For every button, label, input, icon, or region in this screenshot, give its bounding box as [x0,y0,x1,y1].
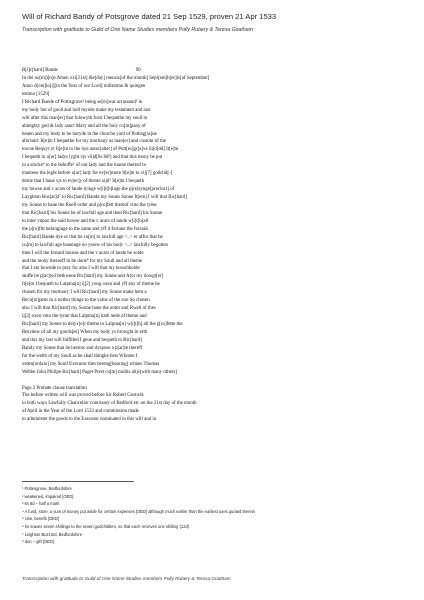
transcription-line: derne that I haue vjs to ev[er]y of theme xijd⁶ It[e]m I bequeth [22,179,145,185]
transcription-line: I bequeth to o[ur] ladys lyght vjs viijd[6s 8d³] and that this mony be put [22,155,163,161]
transcription-line: in both ways Lawfully Chancellor comissary of Bedford etc on the 21st day of the month [22,401,197,407]
transcription-line: aforsaid: It[e]m I bequethe for my mortuary as man[er] and custom of the [22,139,166,145]
transcription-body [22,67,282,424]
footnote: ⁵ Use, benefit [OED] [22,516,59,522]
transcription-line: Recu[m]pens in a nother thinge to the value of the oxe So chosen [22,298,150,304]
transcription-line: The before written will was proved before Sir Robert Gostwik [22,393,144,399]
footnote: ⁷ Leighton Buzzard, Bedfordshire [22,531,82,537]
transcription-line: in a stocke⁴ to the behoffe⁵ of our lady and the masse thereof to [22,163,147,169]
header-line [22,67,282,75]
document-subtitle: Transcription with gratitude to Guild of One Name Studies members Polly Rubery & Teresa Goatham [22,27,253,33]
footnote: ¹ Pottesgrove, Bedfordshire [22,486,72,491]
footnote: ² weakened, impaired [OED] [22,493,74,499]
transcription-line: ij[2] oxen vnto the tyme that Lalpma[n] hath nede of theme and [22,314,147,320]
transcription-line: Page 2 Probate clause translation [22,385,87,391]
transcription-line: Anno d[om]in[i][in the Year of our Lord] millesimo & quingen [22,83,146,89]
transcription-line: of April in the Year of the Lord 1533 and commission made [22,409,139,415]
footnote: ⁸ don – gift [OED] [22,539,54,545]
transcription-line: then I will the forsaid housse and the v acars of lande be solde [22,250,144,256]
transcription-line: the p[ro]fitt belonginge to the same and yff it fortune the forsaid [22,226,148,232]
transcription-line: for the welth of my Soull as he shall thingke best Whome I [22,353,138,359]
transcription-line: my howse and v acars of lande lyinge w[i]t[h]inge the p[re]synge[precinct] of [22,187,175,193]
transcription-line: Resydew of all my goods[es] When my body ys browght in erth [22,329,148,335]
transcription-line: Ric[hard] my Sonne to delyv[e]r theme to Lalpma[n] w[i]t[h] all the p[ro]fette the [22,322,183,327]
transcription-line: orden[ordain] my Soull Executor thes bereng[bearing] witnes Thomas [22,361,160,367]
transcription-line: my body but of good and holl mynde make my testament and last [22,107,151,113]
transcription-line: also I will that Ric[hard] my Sonne haue the order and Rwell of thes [22,306,156,312]
transcription-line: towne Requyr yt It[e]m to the hye autor[alter] of Pott[es]gr[a]ve iiijd[4d] It[e]m [22,147,179,153]
footnotes [22,485,417,546]
document-footer: Transcription with gratitude to Guild of One Name Studies members Polly Rubery & Teresa Goatham [22,576,231,581]
transcription-line: Webbe John Philipe Ric[hard] Paget Prest cu[m] multis alijs[with many others] [22,369,177,375]
transcription-line: to inter vnpon the said howse and the v acars of lande w[i]t[h]all [22,218,149,224]
transcription-line: almeghty god & lady sanct Mary and all the holy co[m]pany of [22,123,146,129]
transcription-line: and this my last will fulfilled I geue and bequeth to Ric[hard] [22,337,142,343]
footnote: ⁴ A fund, store, a sum of money put aside for certain expenses [OED] although much earlier than the earliest uses quoted therein [22,508,255,514]
transcription-line: will after this man[er] that folowyth furst I bequethe my soull to [22,115,148,121]
transcription-line: I Richard Bande of Pottisgrave¹ being se[m]wat acrassend² in [22,99,143,105]
transcription-line: that I am bownde to pray for also I will that my howshholde [22,266,140,272]
transcription-line [22,377,282,385]
transcription-line: my Sonne to haue the Ruell order and p[ro]fett thereof vnto the tyme [22,202,157,208]
transcription-line: cu[m] to lawfull age haueinge no yssew of his body <..> lawfully begotten [22,242,168,248]
transcription-line: chosen for my mortuary I will Ric[hard] my Sonne make hem a [22,290,147,296]
transcription-line: tesimo [1529] [22,91,50,97]
transcription-line: to administer the goods to the Executor nominated in this will and in [22,417,157,423]
transcription-line: heuen and my body to be buryde in the churche yard of Pottisg[ra]ue [22,131,157,137]
transcription-line: Bandy my Sonne that he bestow and dyspose a p[ar]te thereff [22,345,143,351]
transcription-line: It[e]m I bequeth to Lalpma[n] ij[2] yong oxen and yff any of theme be [22,282,160,288]
footnote: ³ 6s 8d – half a mark [22,501,60,507]
folio-number: 90 [135,68,141,73]
document-title: Will of Richard Bandy of Potsgrove dated 21 Sep 1529, proven 21 Apr 1533 [22,12,277,21]
transcription-line: stuffe be p[ar]tyd bethwene Ric[hard] my Sonne and Alys my dowgt[er] [22,274,164,280]
header-name: R[i]c[hard] Bande [22,68,58,73]
transcription-line: that Ric[hard] his Sonne be of lawfull age and then Ric[hard] his Sonne [22,210,163,216]
transcription-line: mantene the leght before o[ur] lady for ev[er]more It[e]m to vij[7] godchil[-] [22,171,173,177]
transcription-lines [22,75,282,424]
transcription-line: In dei no[m]i[n]e Amen xxi[21st] die[day] mensis[of the month] Sept[em]b[er]is[of September] [22,75,210,81]
transcription-line: Ric[hard] Bande dye or that he cu[m] to lawfull age <..> er affur that he [22,234,163,240]
footnote-divider [22,481,134,482]
transcription-line: and the mony thereoff to be done⁸ for my Soull and all theme [22,258,143,264]
footnote: ⁶ he leaves seven shillings to the seven godchildren, so that each receives one shilling (12d) [22,523,190,529]
transcription-line: Layghton Bus[ar]d⁷ to Ric[hard] Bande my Sones Sonne It[em] I will that Ric[hard] [22,195,187,200]
